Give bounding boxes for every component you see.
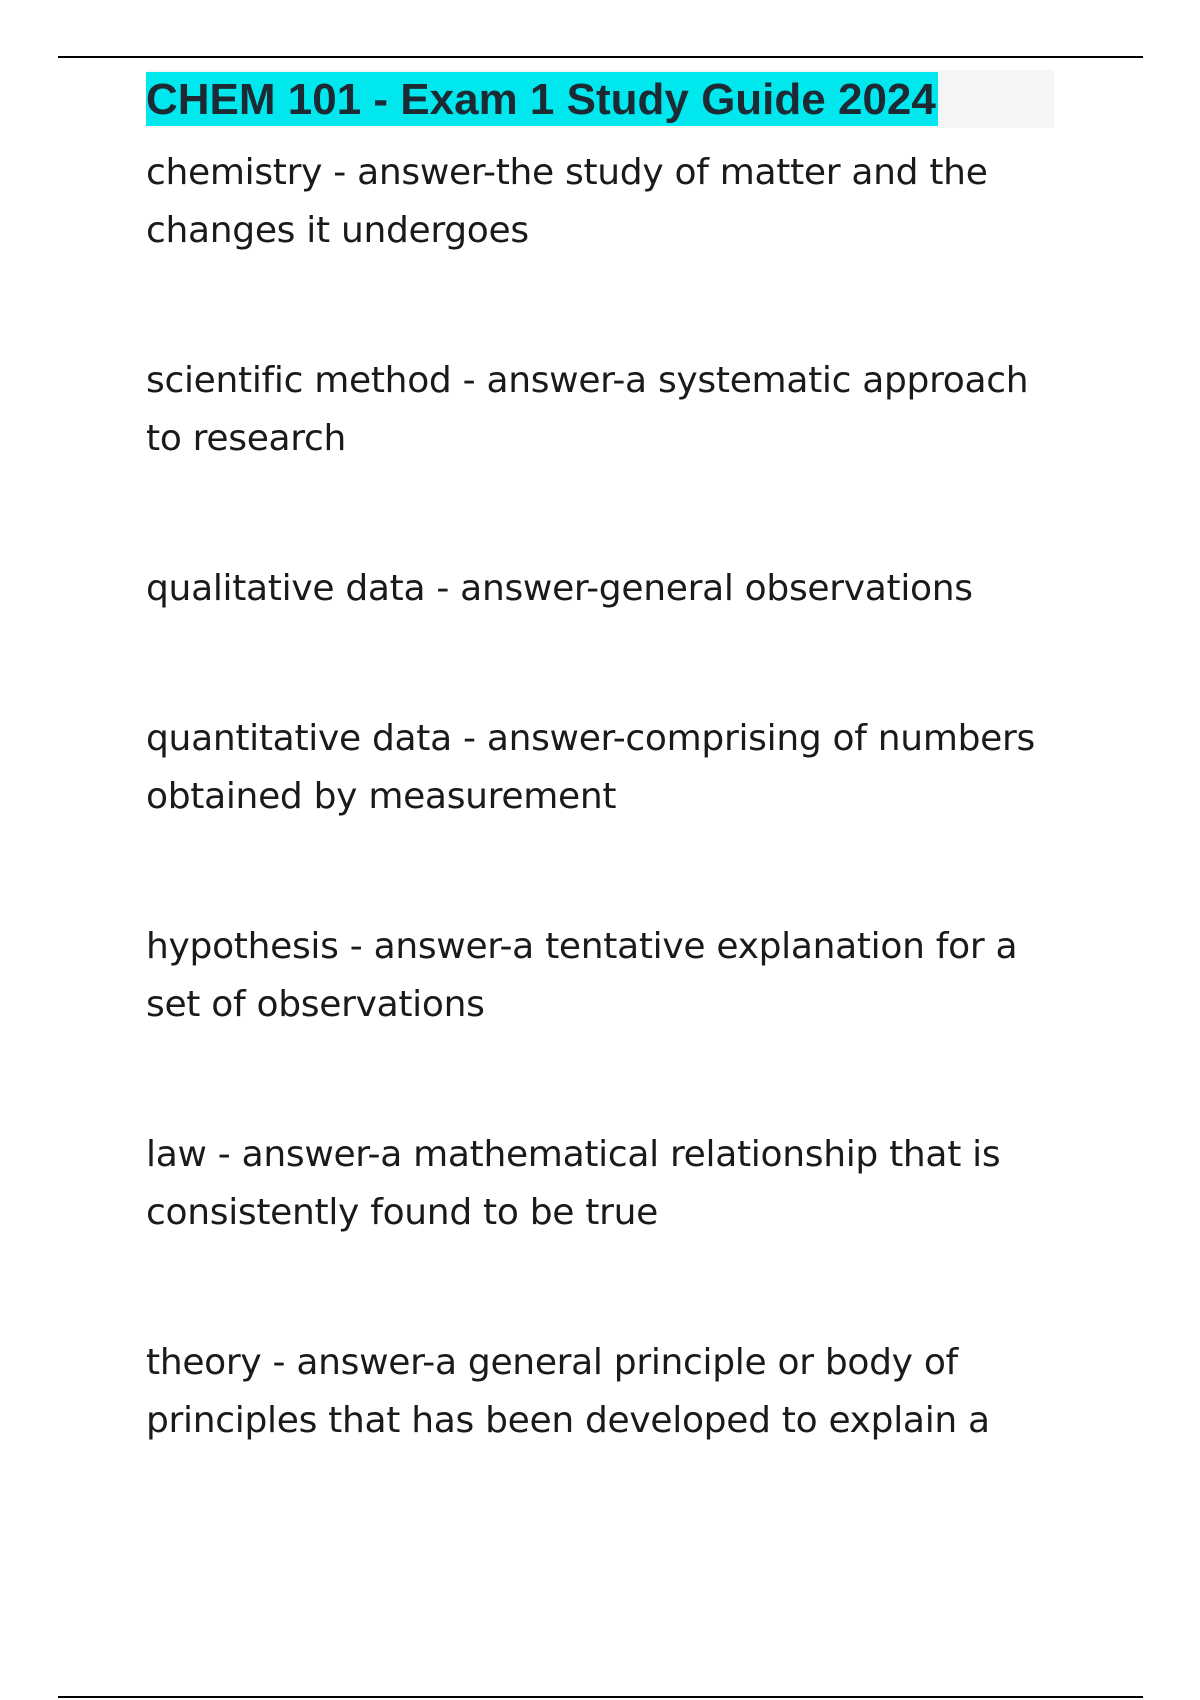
- top-rule: [58, 56, 1143, 58]
- entry-qualitative-data: qualitative data - answer-general observations: [146, 568, 973, 609]
- title-block: [146, 68, 1066, 130]
- entry-theory: theory - answer-a general principle or body of principles that has been developed to explain a: [146, 1342, 990, 1441]
- bottom-rule: [58, 1696, 1143, 1698]
- entry-scientific-method: scientific method - answer-a systematic approach to research: [146, 360, 1029, 459]
- entry-quantitative-data: quantitative data - answer-comprising of numbers obtained by measurement: [146, 718, 1035, 817]
- entry-law: law - answer-a mathematical relationship that is consistently found to be true: [146, 1134, 1001, 1233]
- page-title: CHEM 101 - Exam 1 Study Guide 2024: [146, 72, 938, 126]
- entry-hypothesis: hypothesis - answer-a tentative explanation for a set of observations: [146, 926, 1018, 1025]
- page-content: [146, 68, 1066, 1450]
- entry-chemistry: chemistry - answer-the study of matter and the changes it undergoes: [146, 152, 988, 251]
